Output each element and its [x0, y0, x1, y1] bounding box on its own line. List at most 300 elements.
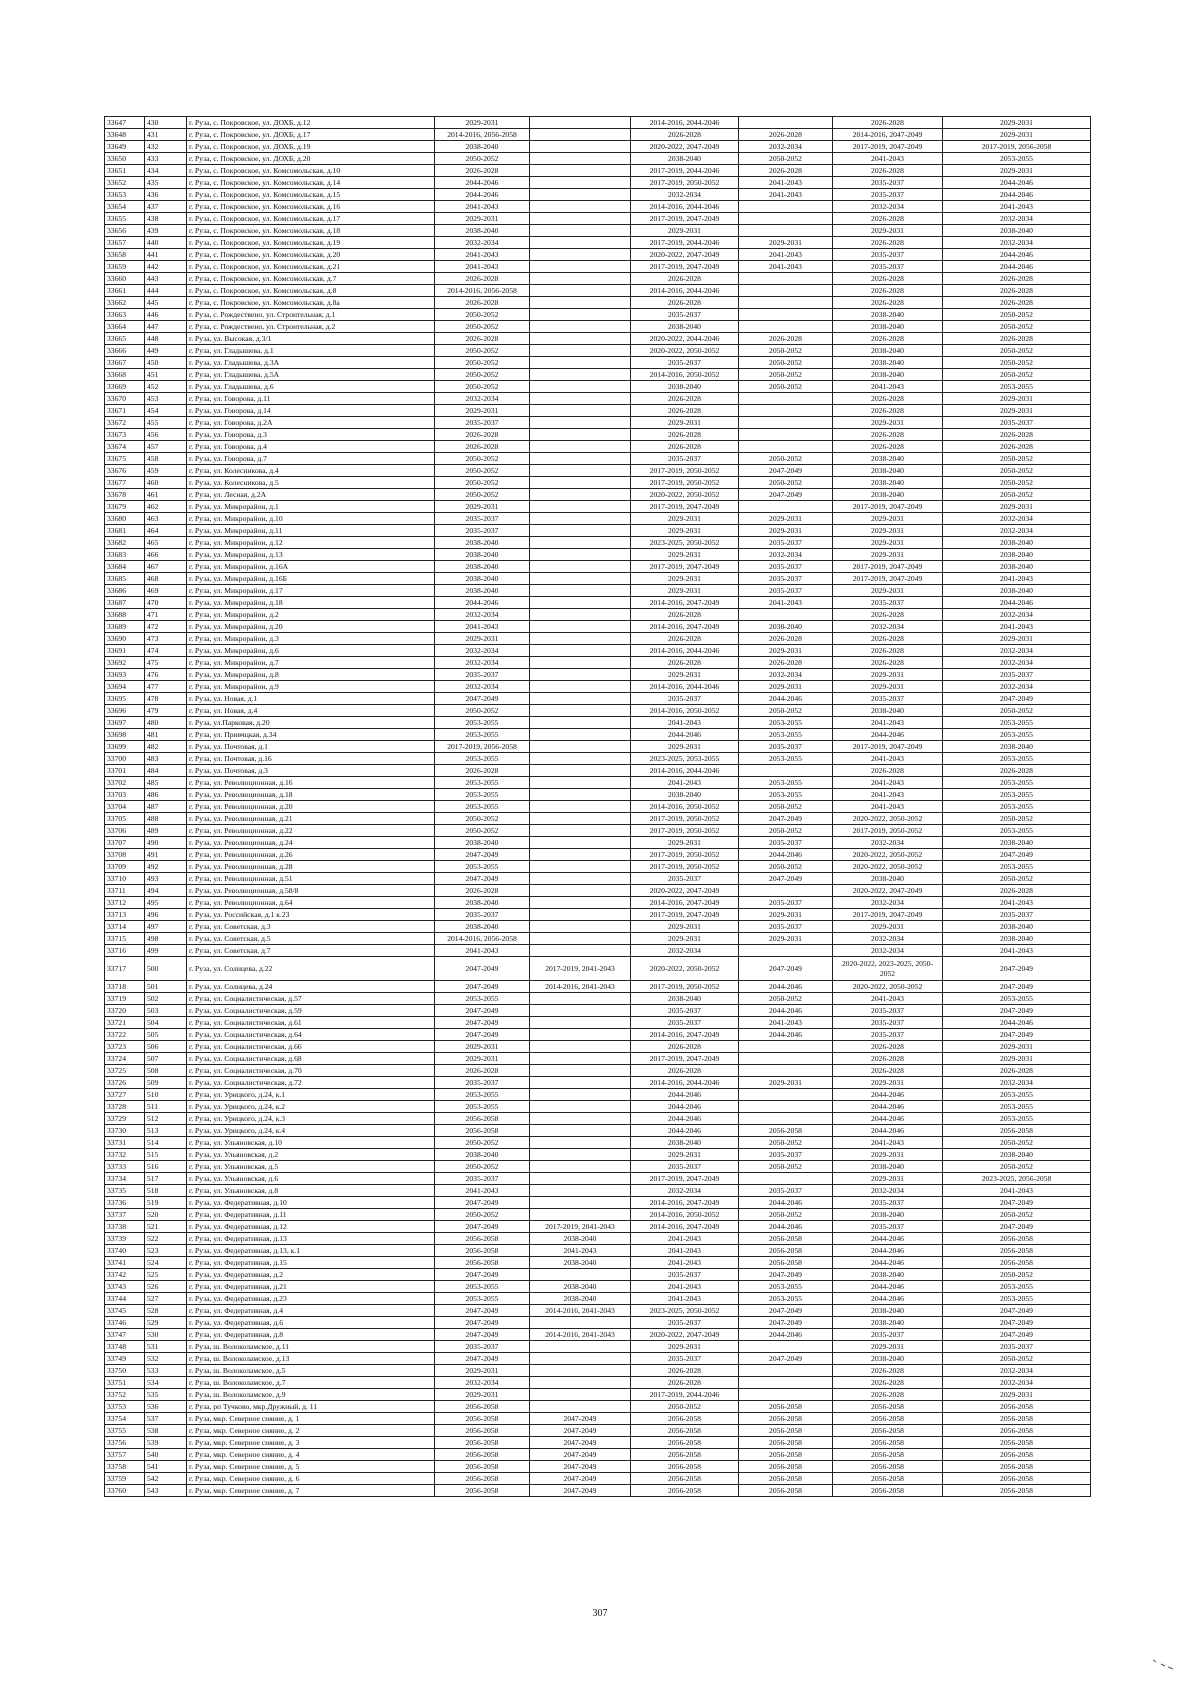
period-cell-4 — [739, 1173, 833, 1185]
period-cell-2 — [530, 1041, 631, 1053]
table-row — [105, 585, 1091, 597]
address-cell: г. Руза, ул. Социалистическая, д.59 — [187, 1005, 435, 1017]
period-cell-6: 2029-2031 — [943, 1053, 1091, 1065]
period-cell-4: 2044-2046 — [739, 849, 833, 861]
table-row — [105, 957, 1091, 981]
period-cell-1: 2056-2058 — [435, 1449, 530, 1461]
period-cell-1: 2050-2052 — [435, 825, 530, 837]
table-row — [105, 453, 1091, 465]
address-cell: г. Руза, ул. Говорова, д.7 — [187, 453, 435, 465]
table-row — [105, 381, 1091, 393]
period-cell-2: 2014-2016, 2041-2043 — [530, 981, 631, 993]
period-cell-1: 2053-2055 — [435, 753, 530, 765]
row-id-cell: 33675 — [105, 453, 145, 465]
period-cell-5: 2029-2031 — [833, 417, 943, 429]
table-row — [105, 633, 1091, 645]
period-cell-3: 2020-2022, 2050-2052 — [631, 345, 739, 357]
row-number-cell: 436 — [145, 189, 187, 201]
period-cell-6: 2029-2031 — [943, 501, 1091, 513]
period-cell-3: 2044-2046 — [631, 729, 739, 741]
period-cell-3: 2026-2028 — [631, 633, 739, 645]
period-cell-3: 2041-2043 — [631, 717, 739, 729]
row-number-cell: 516 — [145, 1161, 187, 1173]
period-cell-4: 2050-2052 — [739, 1209, 833, 1221]
period-cell-1: 2026-2028 — [435, 273, 530, 285]
period-cell-4: 2056-2058 — [739, 1233, 833, 1245]
table-row — [105, 1005, 1091, 1017]
period-cell-5: 2029-2031 — [833, 669, 943, 681]
period-cell-3: 2017-2019, 2047-2049 — [631, 909, 739, 921]
period-cell-2 — [530, 933, 631, 945]
period-cell-4: 2056-2058 — [739, 1125, 833, 1137]
period-cell-3: 2026-2028 — [631, 429, 739, 441]
row-number-cell: 468 — [145, 573, 187, 585]
table-row — [105, 1113, 1091, 1125]
table-row — [105, 777, 1091, 789]
period-cell-2 — [530, 213, 631, 225]
row-number-cell: 500 — [145, 957, 187, 981]
period-cell-5: 2044-2046 — [833, 1233, 943, 1245]
period-cell-1: 2050-2052 — [435, 489, 530, 501]
period-cell-3: 2020-2022, 2050-2052 — [631, 489, 739, 501]
table-row — [105, 405, 1091, 417]
period-cell-1: 2056-2058 — [435, 1233, 530, 1245]
row-id-cell: 33755 — [105, 1425, 145, 1437]
row-number-cell: 505 — [145, 1029, 187, 1041]
period-cell-6: 2050-2052 — [943, 465, 1091, 477]
period-cell-6: 2032-2034 — [943, 525, 1091, 537]
row-id-cell: 33748 — [105, 1341, 145, 1353]
address-cell: г. Руза, ул. Советская, д.5 — [187, 933, 435, 945]
period-cell-4 — [739, 429, 833, 441]
period-cell-4: 2032-2034 — [739, 669, 833, 681]
row-id-cell: 33702 — [105, 777, 145, 789]
table-row — [105, 753, 1091, 765]
period-cell-3: 2014-2016, 2047-2049 — [631, 1221, 739, 1233]
period-cell-1: 2050-2052 — [435, 153, 530, 165]
period-cell-4: 2053-2055 — [739, 777, 833, 789]
period-cell-6: 2032-2034 — [943, 1377, 1091, 1389]
row-id-cell: 33742 — [105, 1269, 145, 1281]
period-cell-1: 2047-2049 — [435, 1005, 530, 1017]
address-cell: г. Руза, ул. Новая, д.1 — [187, 693, 435, 705]
period-cell-4: 2029-2031 — [739, 525, 833, 537]
period-cell-1: 2014-2016, 2056-2058 — [435, 285, 530, 297]
table-row — [105, 1281, 1091, 1293]
row-number-cell: 536 — [145, 1401, 187, 1413]
period-cell-5: 2056-2058 — [833, 1425, 943, 1437]
address-cell: г. Руза, ул. Почтовая, д.3 — [187, 765, 435, 777]
period-cell-3: 2026-2028 — [631, 441, 739, 453]
table-row — [105, 1125, 1091, 1137]
table-row — [105, 657, 1091, 669]
period-cell-5: 2029-2031 — [833, 1149, 943, 1161]
address-cell: г. Руза, ул. Говорова, д.11 — [187, 393, 435, 405]
table-row — [105, 621, 1091, 633]
row-number-cell: 519 — [145, 1197, 187, 1209]
period-cell-1: 2050-2052 — [435, 705, 530, 717]
period-cell-4: 2047-2049 — [739, 873, 833, 885]
period-cell-2 — [530, 789, 631, 801]
period-cell-3: 2029-2031 — [631, 513, 739, 525]
period-cell-4: 2047-2049 — [739, 1305, 833, 1317]
period-cell-2 — [530, 765, 631, 777]
period-cell-3: 2017-2019, 2044-2046 — [631, 237, 739, 249]
period-cell-4 — [739, 201, 833, 213]
period-cell-3: 2038-2040 — [631, 381, 739, 393]
period-cell-4: 2032-2034 — [739, 141, 833, 153]
period-cell-5: 2017-2019, 2047-2049 — [833, 573, 943, 585]
row-id-cell: 33718 — [105, 981, 145, 993]
period-cell-3: 2026-2028 — [631, 129, 739, 141]
period-cell-5: 2041-2043 — [833, 753, 943, 765]
period-cell-4: 2041-2043 — [739, 597, 833, 609]
row-number-cell: 537 — [145, 1413, 187, 1425]
period-cell-2 — [530, 1341, 631, 1353]
period-cell-6: 2029-2031 — [943, 393, 1091, 405]
row-id-cell: 33725 — [105, 1065, 145, 1077]
address-cell: г. Руза, ул. Федеративная, д.6 — [187, 1317, 435, 1329]
period-cell-6: 2050-2052 — [943, 453, 1091, 465]
period-cell-4: 2053-2055 — [739, 729, 833, 741]
row-number-cell: 507 — [145, 1053, 187, 1065]
period-cell-4: 2050-2052 — [739, 1161, 833, 1173]
period-cell-6: 2026-2028 — [943, 1065, 1091, 1077]
row-id-cell: 33709 — [105, 861, 145, 873]
period-cell-2 — [530, 297, 631, 309]
period-cell-4: 2056-2058 — [739, 1449, 833, 1461]
period-cell-3: 2035-2037 — [631, 873, 739, 885]
period-cell-2 — [530, 1389, 631, 1401]
row-number-cell: 466 — [145, 549, 187, 561]
period-cell-5: 2044-2046 — [833, 1113, 943, 1125]
period-cell-6: 2047-2049 — [943, 957, 1091, 981]
period-cell-1: 2026-2028 — [435, 429, 530, 441]
address-cell: г. Руза, ул. Революционная, д.64 — [187, 897, 435, 909]
row-number-cell: 525 — [145, 1269, 187, 1281]
period-cell-2 — [530, 381, 631, 393]
period-cell-6: 2029-2031 — [943, 633, 1091, 645]
period-cell-2 — [530, 369, 631, 381]
period-cell-5: 2026-2028 — [833, 765, 943, 777]
period-cell-1: 2053-2055 — [435, 801, 530, 813]
address-cell: г. Руза, ул. Революционная, д.58/8 — [187, 885, 435, 897]
row-number-cell: 513 — [145, 1125, 187, 1137]
table-row — [105, 1233, 1091, 1245]
address-cell: г. Руза, ул. Социалистическая, д.61 — [187, 1017, 435, 1029]
address-cell: г. Руза, ул. Микрорайон, д.10 — [187, 513, 435, 525]
period-cell-3: 2014-2016, 2044-2046 — [631, 117, 739, 129]
table-row — [105, 465, 1091, 477]
row-number-cell: 479 — [145, 705, 187, 717]
period-cell-3: 2035-2037 — [631, 1161, 739, 1173]
period-cell-4: 2029-2031 — [739, 933, 833, 945]
period-cell-4 — [739, 1365, 833, 1377]
period-cell-4: 2035-2037 — [739, 1149, 833, 1161]
schedule-table — [104, 116, 1091, 1497]
period-cell-3: 2017-2019, 2047-2049 — [631, 1053, 739, 1065]
period-cell-2 — [530, 477, 631, 489]
period-cell-1: 2053-2055 — [435, 993, 530, 1005]
address-cell: г. Руза, ул. Социалистическая, д.64 — [187, 1029, 435, 1041]
period-cell-2: 2047-2049 — [530, 1413, 631, 1425]
row-id-cell: 33669 — [105, 381, 145, 393]
table-row — [105, 1221, 1091, 1233]
row-number-cell: 437 — [145, 201, 187, 213]
period-cell-6: 2035-2037 — [943, 417, 1091, 429]
address-cell: г. Руза, ул. Новая, д.4 — [187, 705, 435, 717]
table-row — [105, 1449, 1091, 1461]
period-cell-1: 2050-2052 — [435, 369, 530, 381]
period-cell-2 — [530, 333, 631, 345]
period-cell-2 — [530, 1173, 631, 1185]
table-row — [105, 1029, 1091, 1041]
period-cell-6: 2056-2058 — [943, 1425, 1091, 1437]
period-cell-3: 2056-2058 — [631, 1485, 739, 1497]
address-cell: г. Руза, ул. Почтовая, д.16 — [187, 753, 435, 765]
address-cell: г. Руза, ул. Микрорайон, д.12 — [187, 537, 435, 549]
period-cell-6: 2047-2049 — [943, 849, 1091, 861]
period-cell-5: 2038-2040 — [833, 477, 943, 489]
table-row — [105, 1137, 1091, 1149]
row-number-cell: 540 — [145, 1449, 187, 1461]
row-number-cell: 433 — [145, 153, 187, 165]
table-row — [105, 153, 1091, 165]
address-cell: г. Руза, с. Покровское, ул. ДОХБ, д.20 — [187, 153, 435, 165]
address-cell: г. Руза, с. Рождествено, ул. Строительная, д.2 — [187, 321, 435, 333]
period-cell-2 — [530, 153, 631, 165]
table-row — [105, 1389, 1091, 1401]
address-cell: г. Руза, ул. Солнцева, д.22 — [187, 957, 435, 981]
row-number-cell: 461 — [145, 489, 187, 501]
table-row — [105, 225, 1091, 237]
period-cell-1: 2032-2034 — [435, 645, 530, 657]
row-number-cell: 430 — [145, 117, 187, 129]
period-cell-3: 2017-2019, 2050-2052 — [631, 465, 739, 477]
address-cell: г. Руза, ул. Социалистическая, д.68 — [187, 1053, 435, 1065]
period-cell-3: 2014-2016, 2044-2046 — [631, 765, 739, 777]
period-cell-2 — [530, 741, 631, 753]
table-row — [105, 513, 1091, 525]
period-cell-1: 2050-2052 — [435, 813, 530, 825]
period-cell-4 — [739, 1065, 833, 1077]
table-row — [105, 369, 1091, 381]
period-cell-5: 2038-2040 — [833, 345, 943, 357]
period-cell-5: 2017-2019, 2047-2049 — [833, 909, 943, 921]
row-id-cell: 33716 — [105, 945, 145, 957]
row-id-cell: 33717 — [105, 957, 145, 981]
period-cell-4 — [739, 1101, 833, 1113]
period-cell-4: 2050-2052 — [739, 153, 833, 165]
row-id-cell: 33651 — [105, 165, 145, 177]
period-cell-5: 2041-2043 — [833, 153, 943, 165]
period-cell-1: 2038-2040 — [435, 141, 530, 153]
address-cell: г. Руза, ул. Революционная, д.51 — [187, 873, 435, 885]
period-cell-5: 2017-2019, 2047-2049 — [833, 501, 943, 513]
period-cell-2 — [530, 237, 631, 249]
period-cell-6: 2041-2043 — [943, 201, 1091, 213]
period-cell-3: 2056-2058 — [631, 1461, 739, 1473]
row-number-cell: 455 — [145, 417, 187, 429]
period-cell-1: 2050-2052 — [435, 1161, 530, 1173]
address-cell: г. Руза, ул.Парковая, д.20 — [187, 717, 435, 729]
address-cell: г. Руза, ул. Социалистическая, д.57 — [187, 993, 435, 1005]
period-cell-1: 2053-2055 — [435, 789, 530, 801]
row-number-cell: 435 — [145, 177, 187, 189]
row-id-cell: 33648 — [105, 129, 145, 141]
address-cell: г. Руза, мкр. Северное сияние, д. 6 — [187, 1473, 435, 1485]
address-cell: г. Руза, с. Покровское, ул. Комсомольская, д.17 — [187, 213, 435, 225]
period-cell-4 — [739, 225, 833, 237]
period-cell-1: 2026-2028 — [435, 333, 530, 345]
period-cell-5: 2026-2028 — [833, 333, 943, 345]
period-cell-2: 2014-2016, 2041-2043 — [530, 1305, 631, 1317]
period-cell-2: 2047-2049 — [530, 1461, 631, 1473]
period-cell-4 — [739, 1053, 833, 1065]
table-row — [105, 1245, 1091, 1257]
period-cell-6: 2050-2052 — [943, 1353, 1091, 1365]
row-number-cell: 533 — [145, 1365, 187, 1377]
address-cell: г. Руза, ул. Микрорайон, д.7 — [187, 657, 435, 669]
period-cell-4: 2047-2049 — [739, 1317, 833, 1329]
period-cell-5: 2020-2022, 2050-2052 — [833, 849, 943, 861]
period-cell-4: 2047-2049 — [739, 813, 833, 825]
period-cell-6: 2050-2052 — [943, 309, 1091, 321]
period-cell-4: 2056-2058 — [739, 1473, 833, 1485]
period-cell-6: 2023-2025, 2056-2058 — [943, 1173, 1091, 1185]
period-cell-5: 2038-2040 — [833, 357, 943, 369]
address-cell: г. Руза, ул. Федеративная, д.4 — [187, 1305, 435, 1317]
period-cell-4: 2035-2037 — [739, 585, 833, 597]
scan-corner-mark — [1152, 1658, 1174, 1670]
period-cell-1: 2041-2043 — [435, 201, 530, 213]
address-cell: г. Руза, ул. Гладышева, д.6 — [187, 381, 435, 393]
period-cell-2 — [530, 1353, 631, 1365]
period-cell-6: 2044-2046 — [943, 261, 1091, 273]
period-cell-3: 2044-2046 — [631, 1125, 739, 1137]
table-row — [105, 1461, 1091, 1473]
period-cell-4 — [739, 501, 833, 513]
period-cell-3: 2041-2043 — [631, 1293, 739, 1305]
address-cell: г. Руза, ул. Микрорайон, д.6 — [187, 645, 435, 657]
period-cell-3: 2035-2037 — [631, 1317, 739, 1329]
period-cell-1: 2047-2049 — [435, 1305, 530, 1317]
address-cell: г. Руза, ул. Говорова, д.3 — [187, 429, 435, 441]
period-cell-4 — [739, 1341, 833, 1353]
period-cell-1: 2050-2052 — [435, 357, 530, 369]
period-cell-4: 2056-2058 — [739, 1485, 833, 1497]
period-cell-3: 2032-2034 — [631, 945, 739, 957]
row-number-cell: 462 — [145, 501, 187, 513]
address-cell: г. Руза, ул. Микрорайон, д.3 — [187, 633, 435, 645]
period-cell-2: 2047-2049 — [530, 1437, 631, 1449]
period-cell-5: 2035-2037 — [833, 693, 943, 705]
period-cell-4: 2041-2043 — [739, 1017, 833, 1029]
period-cell-5: 2041-2043 — [833, 777, 943, 789]
period-cell-5: 2026-2028 — [833, 165, 943, 177]
period-cell-2 — [530, 1137, 631, 1149]
period-cell-1: 2047-2049 — [435, 849, 530, 861]
period-cell-3: 2029-2031 — [631, 417, 739, 429]
period-cell-6: 2050-2052 — [943, 1161, 1091, 1173]
period-cell-4: 2032-2034 — [739, 549, 833, 561]
address-cell: г. Руза, ул. Ульяновская, д.5 — [187, 1161, 435, 1173]
period-cell-2: 2017-2019, 2041-2043 — [530, 957, 631, 981]
row-id-cell: 33719 — [105, 993, 145, 1005]
period-cell-5: 2032-2034 — [833, 837, 943, 849]
period-cell-4: 2029-2031 — [739, 645, 833, 657]
address-cell: г. Руза, рп Тучково, мкр.Дружный, д. 11 — [187, 1401, 435, 1413]
period-cell-3: 2014-2016, 2044-2046 — [631, 1077, 739, 1089]
period-cell-3: 2017-2019, 2050-2052 — [631, 861, 739, 873]
period-cell-1: 2026-2028 — [435, 765, 530, 777]
period-cell-4: 2035-2037 — [739, 561, 833, 573]
period-cell-5: 2029-2031 — [833, 1341, 943, 1353]
table-row — [105, 441, 1091, 453]
row-number-cell: 473 — [145, 633, 187, 645]
period-cell-3: 2035-2037 — [631, 357, 739, 369]
period-cell-3: 2032-2034 — [631, 1185, 739, 1197]
period-cell-4: 2050-2052 — [739, 477, 833, 489]
table-row — [105, 345, 1091, 357]
row-id-cell: 33706 — [105, 825, 145, 837]
period-cell-6: 2053-2055 — [943, 861, 1091, 873]
period-cell-4: 2041-2043 — [739, 177, 833, 189]
period-cell-1: 2035-2037 — [435, 1341, 530, 1353]
period-cell-6: 2047-2049 — [943, 693, 1091, 705]
row-number-cell: 492 — [145, 861, 187, 873]
table-row — [105, 525, 1091, 537]
period-cell-1: 2050-2052 — [435, 309, 530, 321]
row-number-cell: 463 — [145, 513, 187, 525]
row-number-cell: 526 — [145, 1281, 187, 1293]
period-cell-6: 2053-2055 — [943, 993, 1091, 1005]
period-cell-4: 2047-2049 — [739, 1353, 833, 1365]
period-cell-1: 2056-2058 — [435, 1425, 530, 1437]
period-cell-4: 2044-2046 — [739, 981, 833, 993]
period-cell-3: 2029-2031 — [631, 669, 739, 681]
period-cell-3: 2035-2037 — [631, 309, 739, 321]
period-cell-4 — [739, 765, 833, 777]
period-cell-1: 2032-2034 — [435, 609, 530, 621]
address-cell: г. Руза, мкр. Северное сияние, д. 7 — [187, 1485, 435, 1497]
row-number-cell: 485 — [145, 777, 187, 789]
table-row — [105, 1401, 1091, 1413]
period-cell-5: 2026-2028 — [833, 645, 943, 657]
period-cell-4: 2035-2037 — [739, 897, 833, 909]
period-cell-2 — [530, 417, 631, 429]
period-cell-3: 2041-2043 — [631, 1233, 739, 1245]
period-cell-5: 2038-2040 — [833, 705, 943, 717]
period-cell-2 — [530, 309, 631, 321]
period-cell-3: 2017-2019, 2050-2052 — [631, 849, 739, 861]
table-row — [105, 897, 1091, 909]
row-number-cell: 531 — [145, 1341, 187, 1353]
period-cell-2: 2038-2040 — [530, 1281, 631, 1293]
period-cell-6: 2029-2031 — [943, 405, 1091, 417]
period-cell-6: 2047-2049 — [943, 1005, 1091, 1017]
period-cell-6: 2053-2055 — [943, 753, 1091, 765]
row-id-cell: 33655 — [105, 213, 145, 225]
address-cell: г. Руза, с. Покровское, ул. ДОХБ, д.12 — [187, 117, 435, 129]
period-cell-6: 2035-2037 — [943, 1341, 1091, 1353]
period-cell-4: 2050-2052 — [739, 861, 833, 873]
period-cell-4: 2056-2058 — [739, 1257, 833, 1269]
period-cell-6: 2047-2049 — [943, 1305, 1091, 1317]
period-cell-1: 2056-2058 — [435, 1257, 530, 1269]
row-id-cell: 33751 — [105, 1377, 145, 1389]
row-number-cell: 497 — [145, 921, 187, 933]
